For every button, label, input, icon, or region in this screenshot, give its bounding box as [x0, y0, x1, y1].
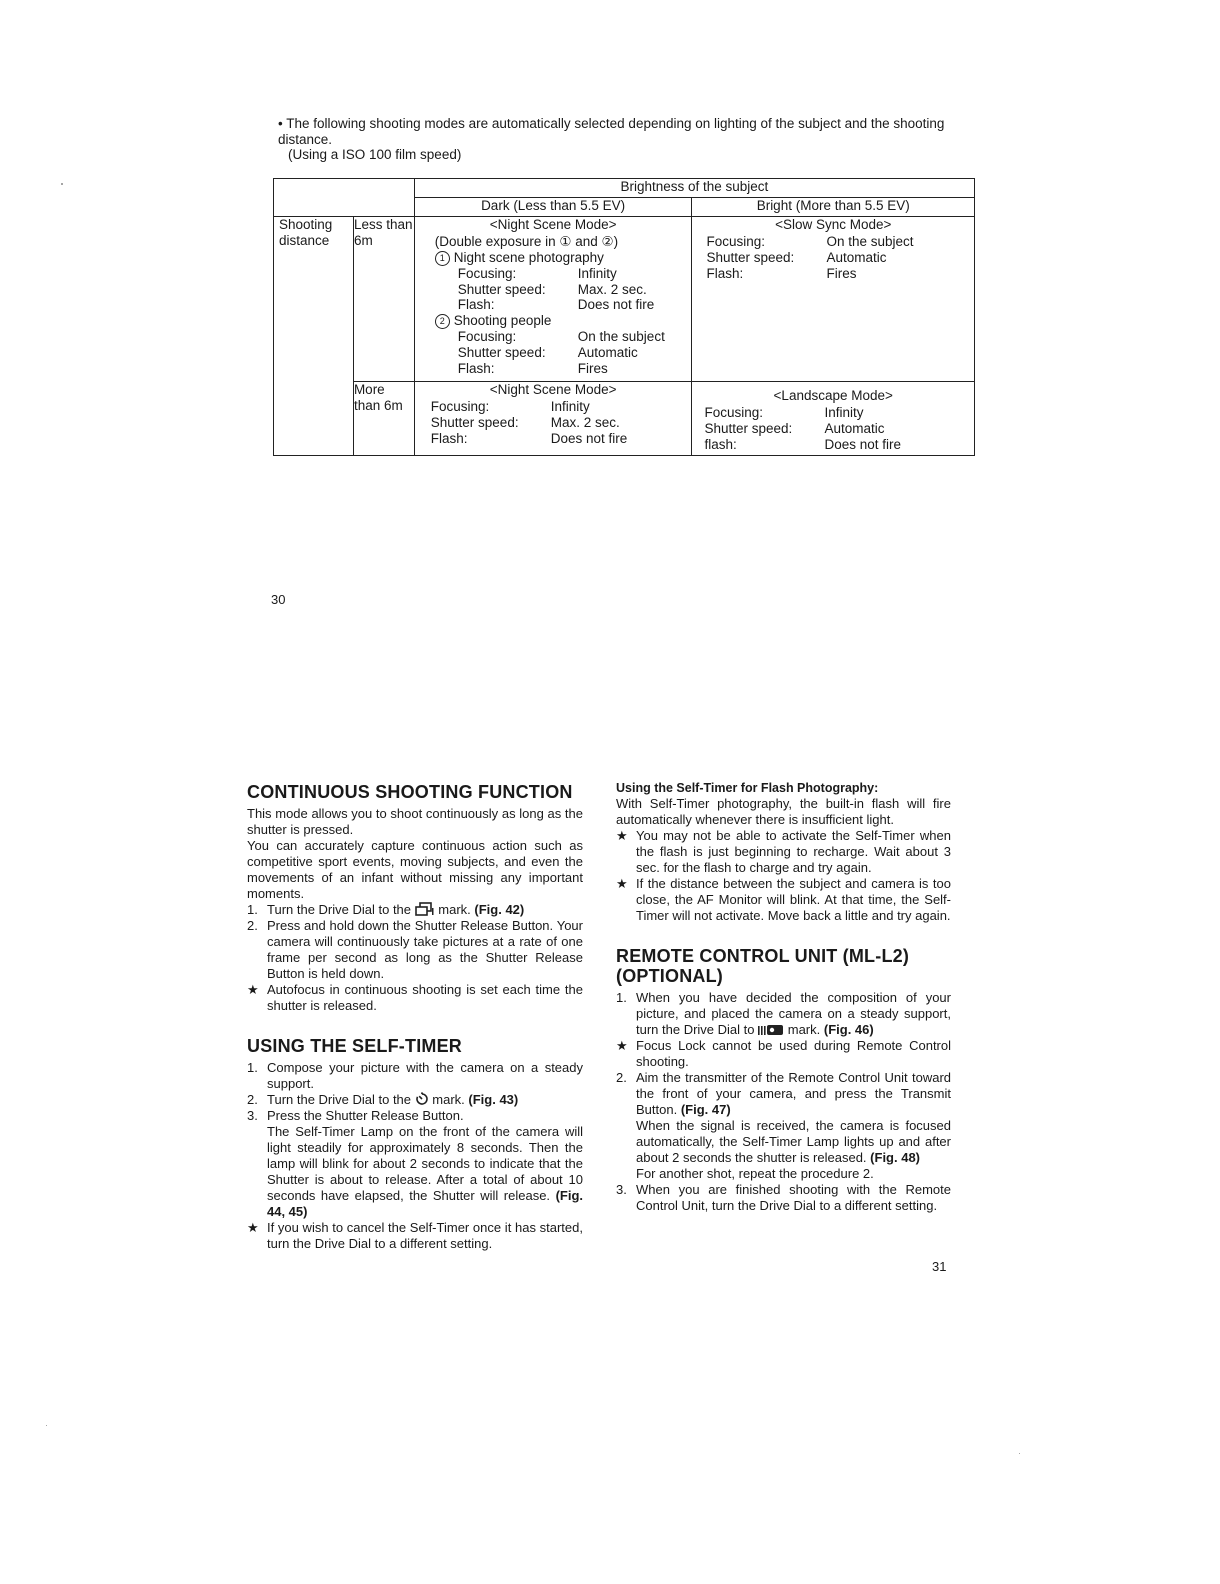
far-label: More than 6m [353, 382, 403, 413]
list-item [616, 1038, 951, 1070]
step-number: 1. [247, 902, 258, 917]
near-bright-cell [692, 217, 975, 382]
bright-header: Bright (More than 5.5 EV) [692, 198, 975, 217]
row-header-cell [274, 217, 354, 456]
shooting-people-label: Shooting people [453, 313, 552, 329]
night-scene-mode-title: <Night Scene Mode> [489, 217, 617, 232]
night-scene-mode-title: <Night Scene Mode> [489, 382, 617, 397]
shutter-key: Shutter speed: [457, 344, 546, 360]
list-item [616, 1182, 951, 1214]
shutter-key: Shutter speed: [704, 420, 793, 436]
flash-value: Fires [826, 265, 857, 281]
night-scene-photography-label: Night scene photography [453, 249, 604, 265]
continuous-shooting-heading: CONTINUOUS SHOOTING FUNCTION [247, 782, 573, 802]
figure-ref: (Fig. 44, 45) [267, 1188, 584, 1219]
star-icon: ★ [247, 982, 259, 997]
list-item [247, 982, 583, 1014]
remote-heading-line-1: REMOTE CONTROL UNIT (ML-L2) [616, 946, 910, 966]
flash-key: Flash: [457, 297, 495, 313]
page-number-30: 30 [271, 592, 286, 607]
focus-value: Infinity [550, 399, 590, 414]
list-item [247, 918, 583, 982]
step-text: Turn the Drive Dial to the [267, 902, 412, 917]
note-text: Autofocus in continuous shooting is set each time the shutter is released. [267, 982, 583, 1013]
list-item [247, 1220, 583, 1252]
step-text: mark. [438, 902, 471, 917]
far-dark-cell [414, 382, 692, 456]
note-text: You may not be able to activate the Self-Timer when the flash is just beginning to recharge. Wait about 3 sec. for the flash to charge and try again. [636, 828, 951, 875]
bullet: • [278, 116, 283, 131]
focus-key: Focusing: [706, 234, 765, 249]
remote-heading-line-2: (OPTIONAL) [616, 966, 723, 986]
shooting-distance-label: Shooting distance [279, 217, 333, 248]
self-timer-heading: USING THE SELF-TIMER [247, 1036, 462, 1056]
flash-key: Flash: [706, 265, 744, 281]
step-detail [247, 1124, 583, 1220]
shutter-key: Shutter speed: [457, 281, 546, 297]
star-icon: ★ [616, 876, 628, 891]
far-label-cell [353, 382, 414, 456]
far-bright-cell [692, 382, 975, 456]
figure-ref: (Fig. 42) [474, 902, 525, 917]
list-item [247, 1108, 583, 1124]
shutter-value: Automatic [577, 344, 638, 360]
continuous-mode-icon [415, 902, 435, 916]
step-text: When you are finished shooting with the Remote Control Unit, turn the Drive Dial to a different setting. [636, 1182, 951, 1213]
dark-header: Dark (Less than 5.5 EV) [414, 198, 692, 217]
landscape-mode-title: <Landscape Mode> [773, 388, 893, 403]
self-timer-icon [415, 1092, 429, 1106]
focus-key: Focusing: [430, 399, 490, 414]
page-number-31: 31 [932, 1259, 947, 1274]
shutter-value: Max. 2 sec. [577, 281, 647, 297]
focus-value: On the subject [826, 234, 914, 249]
step-detail [616, 1118, 951, 1166]
focus-key: Focusing: [704, 405, 763, 420]
step-number: 2. [247, 918, 258, 933]
step-text: mark. [787, 1022, 821, 1037]
scan-speck [46, 1425, 47, 1426]
step-text: Compose your picture with the camera on a steady support. [267, 1060, 583, 1091]
step-number: 2. [616, 1070, 627, 1085]
flash-key: Flash: [430, 430, 468, 446]
shutter-key: Shutter speed: [430, 414, 519, 430]
step-text: When you have decided the composition of your picture, and placed the camera on a steady support, turn the Drive Dial to [636, 990, 951, 1037]
list-item [616, 1070, 951, 1118]
figure-ref: (Fig. 47) [680, 1102, 731, 1117]
flash-key: Flash: [457, 360, 495, 376]
slow-sync-mode-title: <Slow Sync Mode> [775, 217, 892, 232]
intro-line-1: The following shooting modes are automatically selected depending on lighting of the subject and the shooting distance. [278, 116, 945, 147]
intro-line-2: (Using a ISO 100 film speed) [288, 147, 462, 162]
near-label: Less than 6m [353, 217, 413, 248]
step-number: 3. [247, 1108, 258, 1123]
figure-ref: (Fig. 43) [468, 1092, 519, 1107]
left-column [247, 782, 583, 1252]
list-item [616, 828, 951, 876]
scan-speck [61, 183, 63, 185]
circled-one-icon: 1 [435, 251, 450, 266]
step-number: 1. [247, 1060, 258, 1075]
remote-mode-icon [758, 1024, 784, 1036]
flash-value: Does not fire [824, 436, 901, 452]
table-corner-cell [274, 179, 415, 217]
shutter-value: Max. 2 sec. [550, 414, 620, 430]
list-item [247, 902, 583, 918]
right-column [616, 780, 951, 1214]
shutter-value: Automatic [824, 420, 885, 436]
star-icon: ★ [616, 828, 628, 843]
flash-value: Fires [577, 360, 608, 376]
circled-two-icon: 2 [435, 314, 450, 329]
flash-self-timer-intro: With Self-Timer photography, the built-in flash will fire automatically whenever there is insufficient light. [616, 796, 951, 827]
flash-self-timer-subheading: Using the Self-Timer for Flash Photography: [616, 781, 879, 795]
flash-value: Does not fire [550, 430, 628, 446]
flash-key: flash: [704, 436, 737, 452]
flash-value: Does not fire [577, 297, 655, 313]
near-dark-cell [414, 217, 692, 382]
step-text: Press and hold down the Shutter Release Button. Your camera will continuously take pictures at a rate of one frame per second as long as the Shutter Release Button is held down. [267, 918, 583, 981]
scan-speck [1019, 1453, 1020, 1454]
star-icon: ★ [247, 1220, 259, 1235]
intro-text [278, 116, 998, 163]
note-text: If the distance between the subject and camera is too close, the AF Monitor will blink. At that time, the Self-Timer will not activate. Move back a little and try again. [636, 876, 951, 923]
step-text: Press the Shutter Release Button. [267, 1108, 464, 1123]
step-number: 2. [247, 1092, 258, 1107]
brightness-header: Brightness of the subject [414, 179, 974, 198]
near-label-cell [353, 217, 414, 382]
step-text: Turn the Drive Dial to the [267, 1092, 412, 1107]
shooting-modes-table [273, 178, 975, 456]
list-item [616, 990, 951, 1038]
step-detail-text: The Self-Timer Lamp on the front of the camera will light steadily for approximately 8 seconds. Then the lamp will blink for about 2 seconds to indicate that the Shutter is about to release. After a total of about 10 seconds have elapsed, the Shutter will release. [267, 1124, 583, 1203]
focus-value: On the subject [577, 329, 665, 345]
step-after: For another shot, repeat the procedure 2. [636, 1166, 874, 1181]
shutter-key: Shutter speed: [706, 249, 795, 265]
list-item [247, 1092, 583, 1108]
note-text: If you wish to cancel the Self-Timer once it has started, turn the Drive Dial to a different setting. [267, 1220, 583, 1251]
list-item [616, 876, 951, 924]
continuous-detail: You can accurately capture continuous action such as competitive sport events, moving subjects, and even the movements of an infant without missing any important moments. [247, 838, 583, 901]
step-number: 3. [616, 1182, 627, 1197]
shutter-value: Automatic [826, 249, 887, 265]
focus-key: Focusing: [457, 265, 517, 281]
focus-value: Infinity [824, 405, 864, 420]
star-icon: ★ [616, 1038, 628, 1053]
remote-control-heading [616, 946, 951, 986]
double-exposure-note: (Double exposure in ① and ②) [434, 234, 619, 249]
figure-ref: (Fig. 48) [870, 1150, 921, 1165]
focus-key: Focusing: [457, 329, 517, 345]
step-number: 1. [616, 990, 627, 1005]
step-text: Aim the transmitter of the Remote Control Unit toward the front of your camera, and press the Transmit Button. [636, 1070, 951, 1117]
step-detail-text: When the signal is received, the camera is focused automatically, the Self-Timer Lamp lights up and after about 2 seconds the shutter is released. [636, 1118, 951, 1165]
continuous-intro: This mode allows you to shoot continuously as long as the shutter is pressed. [247, 806, 583, 837]
figure-ref: (Fig. 46) [823, 1022, 874, 1037]
focus-value: Infinity [577, 265, 617, 281]
note-text: Focus Lock cannot be used during Remote Control shooting. [636, 1038, 951, 1069]
list-item [247, 1060, 583, 1092]
step-text: mark. [432, 1092, 465, 1107]
